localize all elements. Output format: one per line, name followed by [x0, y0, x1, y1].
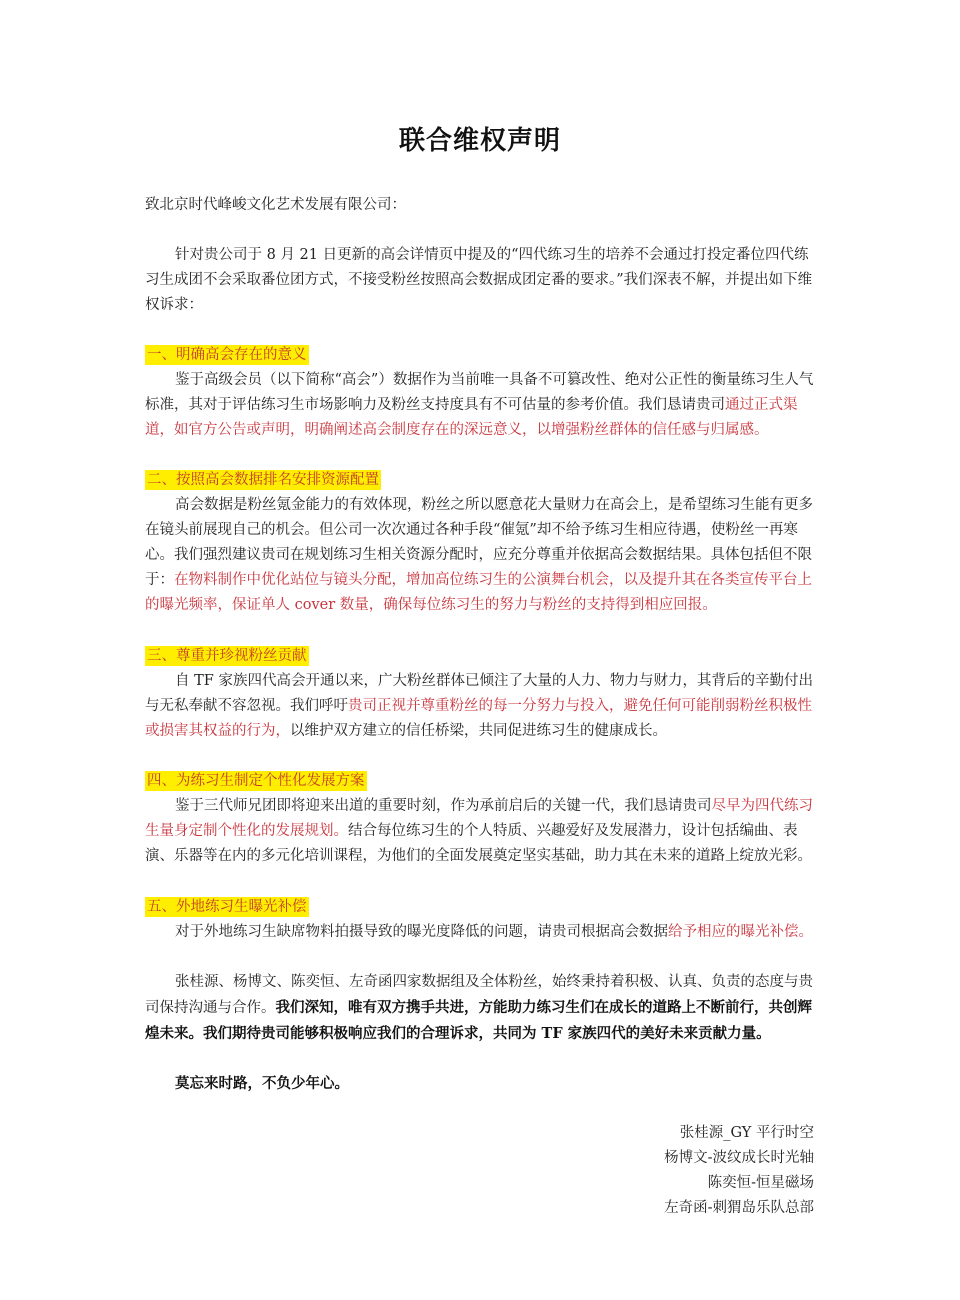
section-2-heading: 二、按照高会数据排名安排资源配置 — [147, 472, 379, 488]
signature-1: 张桂源_GY 平行时空 — [679, 1125, 814, 1141]
section-2-body — [145, 493, 817, 618]
section-5-body — [145, 920, 817, 945]
section-2-text-b-red: 在物料制作中优化站位与镜头分配，增加高位练习生的公演舞台机会，以及提升其在各类宣传平台上的曝光频率，保证单人 cover 数量，确保每位练习生的努力与粉丝的支持得到相应回报。 — [145, 572, 812, 613]
section-3-heading: 三、尊重并珍视粉丝贡献 — [147, 648, 307, 664]
section-5-text-b-red: 给予相应的曝光补偿。 — [668, 924, 813, 940]
section-1-heading: 一、明确高会存在的意义 — [147, 347, 307, 363]
closing-paragraph — [145, 970, 817, 1047]
closing-text-bold: 我们深知，唯有双方携手共进，方能助力练习生们在成长的道路上不断前行，共创辉煌未来。我们期待贵司能够积极响应我们的合理诉求，共同为 TF 家族四代的美好未来贡献力量。 — [145, 999, 812, 1042]
section-4-text-c: 结合每位练习生的个人特质、兴趣爱好及发展潜力，设计包括编曲、表演、乐器等在内的多元化培训课程，为他们的全面发展奠定坚实基础，助力其在未来的道路上绽放光彩。 — [145, 823, 812, 864]
section-4-text-b-red: 尽早为四代练习生量身定制个性化的发展规划。 — [145, 798, 813, 839]
intro-paragraph: 针对贵公司于 8 月 21 日更新的高会详情页中提及的“四代练习生的培养不会通过打投定番位四代练习生成团不会采取番位团方式，不接受粉丝按照高会数据成团定番的要求。”我们深表不解，并提出如下维权诉求： — [145, 247, 813, 313]
section-3-body — [145, 669, 817, 744]
salutation: 致北京时代峰峻文化艺术发展有限公司： — [145, 197, 406, 213]
section-4-text-a: 鉴于三代师兄团即将迎来出道的重要时刻，作为承前启后的关键一代，我们恳请贵司 — [175, 798, 712, 814]
section-5-heading: 五、外地练习生曝光补偿 — [147, 899, 307, 915]
section-3-text-c: 以维护双方建立的信任桥梁，共同促进练习生的健康成长。 — [290, 723, 667, 739]
section-1-text-a: 鉴于高级会员（以下简称“高会”）数据作为当前唯一具备不可篡改性、绝对公正性的衡量练习生人气标准，其对于评估练习生市场影响力及粉丝支持度具有不可估量的参考价值。我们恳请贵司 — [145, 372, 814, 413]
section-3-text-b-red: 贵司正视并尊重粉丝的每一分努力与投入，避免任何可能削弱粉丝积极性或损害其权益的行为， — [145, 698, 812, 739]
section-5-text-a: 对于外地练习生缺席物料拍摄导致的曝光度降低的问题，请贵司根据高会数据 — [175, 924, 668, 940]
section-4-heading: 四、为练习生制定个性化发展方案 — [147, 773, 365, 789]
section-4-body — [145, 794, 817, 869]
signature-3: 陈奕恒-恒星磁场 — [707, 1175, 814, 1191]
section-1-text-b-red: 通过正式渠道，如官方公告或声明，明确阐述高会制度存在的深远意义，以增强粉丝群体的信任感与归属感。 — [145, 397, 798, 438]
document-title: 联合维权声明 — [398, 126, 561, 156]
signature-2: 杨博文-波纹成长时光轴 — [664, 1150, 814, 1166]
closing-text-plain: 张桂源、杨博文、陈奕恒、左奇函四家数据组及全体粉丝，始终秉持着积极、认真、负责的态度与贵司保持沟通与合作。 — [145, 974, 813, 1016]
section-3-text-a: 自 TF 家族四代高会开通以来，广大粉丝群体已倾注了大量的人力、物力与财力，其背后的辛勤付出与无私奉献不容忽视。我们呼吁 — [145, 673, 813, 714]
section-2-text-a: 高会数据是粉丝氪金能力的有效体现，粉丝之所以愿意花大量财力在高会上，是希望练习生能有更多在镜头前展现自己的机会。但公司一次次通过各种手段“催氪”却不给予练习生相应待遇，使粉丝一再寒心。我们强烈建议贵司在规划练习生相关资源分配时，应充分尊重并依据高会数据结果。具体包括但不限于： — [145, 497, 813, 588]
motto: 莫忘来时路，不负少年心。 — [175, 1075, 349, 1092]
signature-4: 左奇函-刺猬岛乐队总部 — [664, 1200, 814, 1216]
section-1-body — [145, 368, 817, 443]
